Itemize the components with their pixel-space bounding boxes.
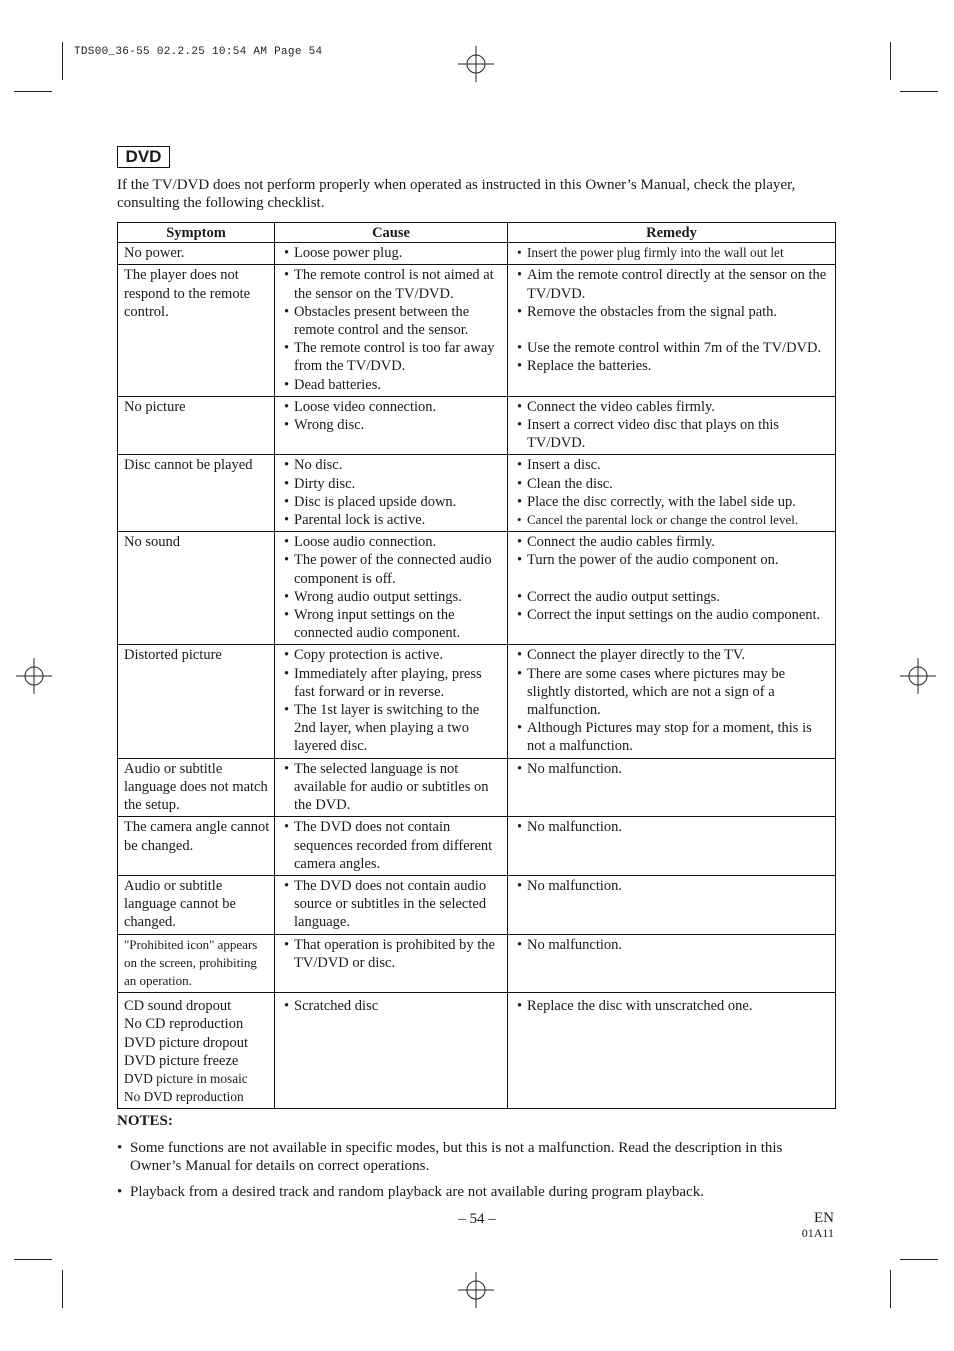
remedy-item: • No malfunction. <box>514 936 831 954</box>
cause-cell <box>275 243 508 265</box>
remedy-item: • No malfunction. <box>514 760 831 778</box>
cause-item: • No disc. <box>281 456 503 474</box>
table-row <box>118 875 836 934</box>
cause-item: • That operation is prohibited by the TV/DVD or disc. <box>281 936 503 972</box>
table-row <box>118 265 836 396</box>
cause-cell <box>275 758 508 817</box>
symptom-cell: The player does not respond to the remote control. <box>118 265 275 396</box>
cause-item: • Loose power plug. <box>281 244 503 262</box>
cause-item: • Dirty disc. <box>281 475 503 493</box>
crop-mark <box>14 91 52 92</box>
remedy-item: • Replace the batteries. <box>514 357 831 375</box>
symptom-cell: "Prohibited icon" appears on the screen, prohibiting an operation. <box>118 934 275 993</box>
cause-cell <box>275 265 508 396</box>
cause-item: • Loose video connection. <box>281 398 503 416</box>
table-row <box>118 455 836 532</box>
remedy-item: • Connect the player directly to the TV. <box>514 646 831 664</box>
remedy-item: • No malfunction. <box>514 877 831 895</box>
symptom-cell: The camera angle cannot be changed. <box>118 817 275 876</box>
symptom-cell: Audio or subtitle language does not match the setup. <box>118 758 275 817</box>
remedy-item: • Clean the disc. <box>514 475 831 493</box>
remedy-item: • Correct the input settings on the audio component. <box>514 606 831 624</box>
remedy-item: • Insert the power plug firmly into the wall out let <box>514 244 831 262</box>
table-row <box>118 645 836 758</box>
symptom-cell: No power. <box>118 243 275 265</box>
symptom-line: DVD picture dropout <box>124 1034 249 1051</box>
cause-cell <box>275 934 508 993</box>
intro-text: If the TV/DVD does not perform properly when operated as instructed in this Owner’s Manual, check the player, consulting the following checklist. <box>117 177 796 211</box>
table-row <box>118 532 836 645</box>
remedy-item: • Correct the audio output settings. <box>514 588 831 606</box>
crop-mark <box>900 91 938 92</box>
table-row <box>118 243 836 265</box>
cause-item: • Obstacles present between the remote control and the sensor. <box>281 303 503 339</box>
remedy-item: • Use the remote control within 7m of the TV/DVD. <box>514 339 831 357</box>
crop-mark <box>890 42 891 80</box>
registration-mark-icon <box>458 46 494 82</box>
cause-item: • Dead batteries. <box>281 376 503 394</box>
table-row <box>118 934 836 993</box>
symptom-cell: Disc cannot be played <box>118 455 275 532</box>
crop-mark <box>62 1270 63 1308</box>
symptom-cell: No picture <box>118 396 275 455</box>
cause-cell <box>275 993 508 1109</box>
remedy-item: • There are some cases where pictures may be slightly distorted, which are not a sign of a malfunction. <box>514 665 831 720</box>
remedy-item: • Insert a disc. <box>514 456 831 474</box>
page-number: – 54 – <box>458 1211 496 1227</box>
symptom-line: DVD picture freeze <box>124 1052 239 1069</box>
cause-item: • The DVD does not contain audio source or subtitles in the selected language. <box>281 877 503 932</box>
symptom-line: No DVD reproduction <box>124 1089 244 1105</box>
cause-item: • Copy protection is active. <box>281 646 503 664</box>
remedy-cell <box>508 758 836 817</box>
dvd-badge: DVD <box>117 146 170 168</box>
cause-item: • Wrong audio output settings. <box>281 588 503 606</box>
cause-item: • Scratched disc <box>281 997 503 1015</box>
remedy-item: • Insert a correct video disc that plays on this TV/DVD. <box>514 416 831 452</box>
symptom-header: Symptom <box>118 223 275 243</box>
table-row <box>118 817 836 876</box>
cause-item: • The remote control is too far away from the TV/DVD. <box>281 339 503 375</box>
remedy-item: • Connect the audio cables firmly. <box>514 533 831 551</box>
remedy-cell <box>508 532 836 645</box>
language-code: EN <box>814 1210 834 1226</box>
symptom-line: DVD picture in mosaic <box>124 1070 248 1086</box>
cause-item: • Wrong input settings on the connected audio component. <box>281 606 503 642</box>
remedy-item: • Aim the remote control directly at the sensor on the TV/DVD. <box>514 266 831 302</box>
table-header-row <box>118 223 836 243</box>
symptom-line: CD sound dropout <box>124 998 232 1015</box>
remedy-item: • Connect the video cables firmly. <box>514 398 831 416</box>
remedy-cell <box>508 396 836 455</box>
symptom-cell <box>118 993 275 1109</box>
printer-slug: TDS00_36-55 02.2.25 10:54 AM Page 54 <box>74 46 323 58</box>
cause-item: • The power of the connected audio component is off. <box>281 551 503 587</box>
remedy-cell <box>508 875 836 934</box>
cause-item: • Loose audio connection. <box>281 533 503 551</box>
cause-cell <box>275 532 508 645</box>
cause-item: • Parental lock is active. <box>281 511 503 529</box>
remedy-item: • Cancel the parental lock or change the control level. <box>514 511 831 529</box>
registration-mark-icon <box>900 658 936 694</box>
remedy-cell <box>508 993 836 1109</box>
cause-cell <box>275 396 508 455</box>
symptom-cell: Distorted picture <box>118 645 275 758</box>
remedy-item: • Place the disc correctly, with the label side up. <box>514 493 831 511</box>
note-item: • Playback from a desired track and random playback are not available during program playback. <box>117 1183 817 1201</box>
registration-mark-icon <box>16 658 52 694</box>
remedy-item: • No malfunction. <box>514 818 831 836</box>
remedy-header: Remedy <box>508 223 836 243</box>
remedy-item: • Turn the power of the audio component on. <box>514 551 831 569</box>
cause-item: • Wrong disc. <box>281 416 503 434</box>
cause-item: • The 1st layer is switching to the 2nd layer, when playing a two layered disc. <box>281 701 503 756</box>
troubleshooting-table <box>117 222 836 1109</box>
remedy-cell <box>508 243 836 265</box>
remedy-item: • Remove the obstacles from the signal path. <box>514 303 831 321</box>
crop-mark <box>890 1270 891 1308</box>
note-item: • Some functions are not available in specific modes, but this is not a malfunction. Read the description in this Owner’s Manual for details on correct operations. <box>117 1139 817 1175</box>
remedy-cell <box>508 265 836 396</box>
symptom-cell: No sound <box>118 532 275 645</box>
cause-cell <box>275 645 508 758</box>
cause-header: Cause <box>275 223 508 243</box>
remedy-item: • Although Pictures may stop for a moment, this is not a malfunction. <box>514 719 831 755</box>
remedy-item: • Replace the disc with unscratched one. <box>514 997 831 1015</box>
table-row <box>118 396 836 455</box>
cause-cell <box>275 875 508 934</box>
crop-mark <box>14 1259 52 1260</box>
cause-item: • Immediately after playing, press fast forward or in reverse. <box>281 665 503 701</box>
remedy-cell <box>508 817 836 876</box>
cause-item: • Disc is placed upside down. <box>281 493 503 511</box>
table-row <box>118 758 836 817</box>
symptom-cell: Audio or subtitle language cannot be changed. <box>118 875 275 934</box>
registration-mark-icon <box>458 1272 494 1308</box>
crop-mark <box>62 42 63 80</box>
remedy-cell <box>508 645 836 758</box>
crop-mark <box>900 1259 938 1260</box>
cause-cell <box>275 817 508 876</box>
notes-title: NOTES: <box>117 1113 173 1129</box>
remedy-cell <box>508 934 836 993</box>
cause-item: • The selected language is not available for audio or subtitles on the DVD. <box>281 760 503 815</box>
symptom-line: No CD reproduction <box>124 1016 244 1033</box>
cause-item: • The remote control is not aimed at the sensor on the TV/DVD. <box>281 266 503 302</box>
cause-item: • The DVD does not contain sequences recorded from different camera angles. <box>281 818 503 873</box>
remedy-cell <box>508 455 836 532</box>
table-row <box>118 993 836 1109</box>
model-code: 01A11 <box>801 1226 834 1240</box>
cause-cell <box>275 455 508 532</box>
